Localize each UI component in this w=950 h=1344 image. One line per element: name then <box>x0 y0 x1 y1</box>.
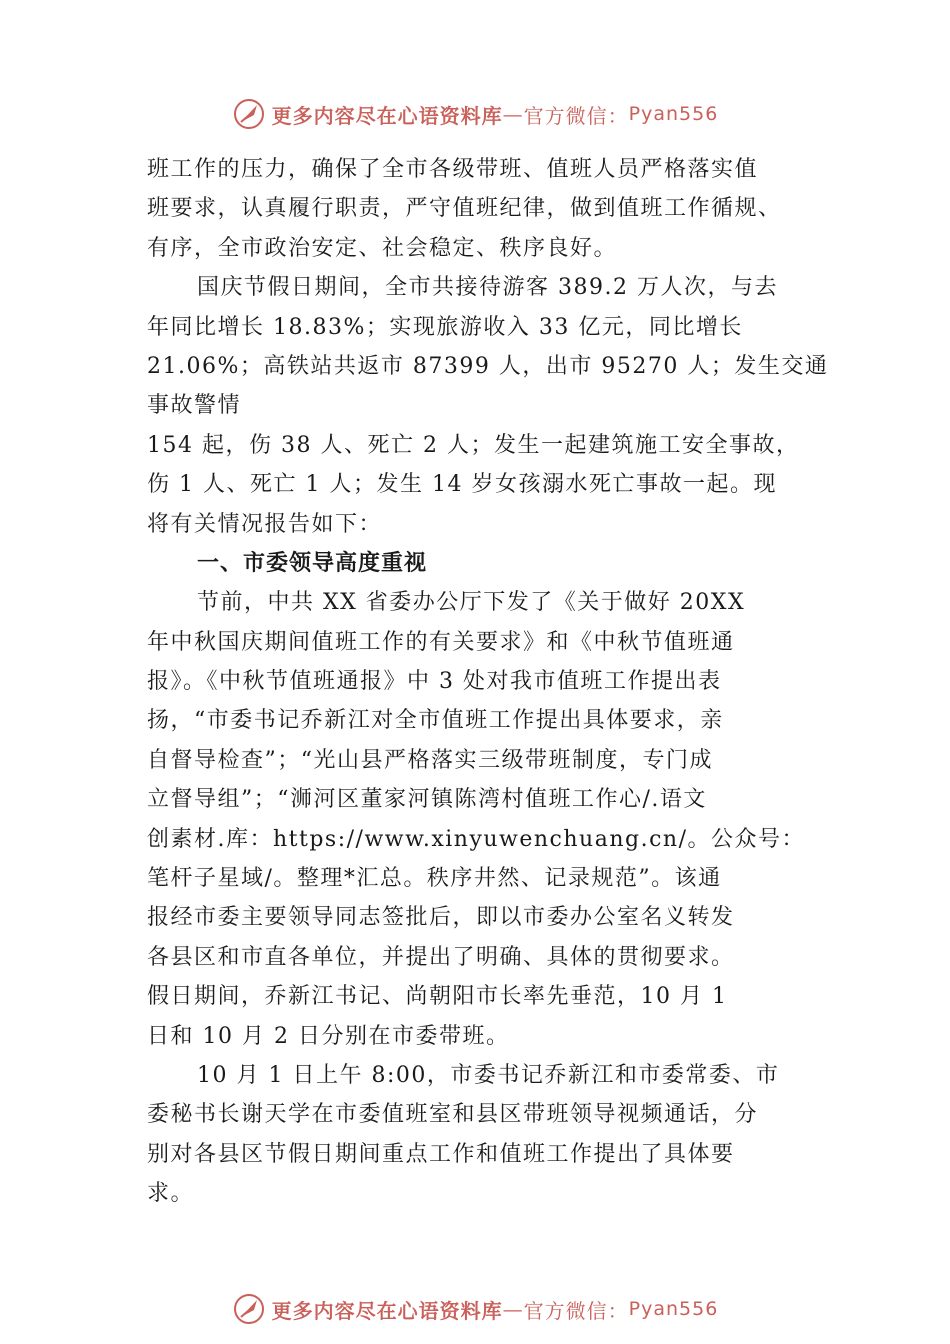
watermark-dash: — <box>502 102 524 126</box>
text-line: 事故警情 <box>147 393 242 419</box>
watermark-wechat-id: Pyan556 <box>628 1298 719 1320</box>
text-line: 扬，“市委书记乔新江对全市值班工作提出具体要求，亲 <box>147 708 724 734</box>
watermark-wechat-label: 官方微信： <box>523 1298 629 1323</box>
text-line: 有序，全市政治安定、社会稳定、秩序良好。 <box>147 235 618 261</box>
watermark-wechat-id: Pyan556 <box>628 103 719 125</box>
text-line: 自督导检查”；“光山县严格落实三级带班制度，专门成 <box>147 747 713 773</box>
quill-logo-icon <box>232 1292 266 1326</box>
text-line: 节前，中共 XX 省委办公厅下发了《关于做好 20XX <box>197 590 746 616</box>
document-body <box>147 150 829 1214</box>
text-line: 将有关情况报告如下： <box>147 511 383 537</box>
text-line: 委秘书长谢天学在市委值班室和县区带班领导视频通话，分 <box>147 1102 759 1128</box>
watermark-banner-bottom <box>0 1291 950 1327</box>
text-line: 求。 <box>147 1181 195 1207</box>
text-line: 假日期间，乔新江书记、尚朝阳市长率先垂范，10 月 1 <box>147 984 728 1010</box>
text-line: 立督导组”；“浉河区董家河镇陈湾村值班工作心/.语文 <box>147 787 707 813</box>
text-line: 别对各县区节假日期间重点工作和值班工作提出了具体要 <box>147 1141 735 1167</box>
text-line: 报经市委主要领导同志签批后，即以市委办公室名义转发 <box>147 905 735 931</box>
text-line: 日和 10 月 2 日分别在市委带班。 <box>147 1023 510 1049</box>
watermark-wechat-label: 官方微信： <box>523 103 629 128</box>
text-line: 报》。《中秋节值班通报》中 3 处对我市值班工作提出表 <box>147 669 722 695</box>
text-line: 年同比增长 18.83%；实现旅游收入 33 亿元，同比增长 <box>147 314 743 340</box>
watermark-dash: — <box>502 1297 524 1321</box>
watermark-site: 更多内容尽在心语资料库 <box>271 1298 503 1323</box>
text-line: 创素材.库：https://www.xinyuwenchuang.cn/。公众号： <box>147 826 805 852</box>
watermark-site: 更多内容尽在心语资料库 <box>271 103 503 128</box>
text-line: 各县区和市直各单位，并提出了明确、具体的贯彻要求。 <box>147 944 735 970</box>
text-line: 班要求，认真履行职责，严守值班纪律，做到值班工作循规、 <box>147 196 782 222</box>
text-line: 21.06%；高铁站共返市 87399 人，出市 95270 人；发生交通 <box>147 353 829 379</box>
text-line: 班工作的压力，确保了全市各级带班、值班人员严格落实值 <box>147 157 759 182</box>
text-line: 154 起，伤 38 人、死亡 2 人；发生一起建筑施工安全事故， <box>147 432 800 458</box>
section-heading: 一、市委领导高度重视 <box>197 550 428 576</box>
text-line: 年中秋国庆期间值班工作的有关要求》和《中秋节值班通 <box>147 629 735 655</box>
text-line: 伤 1 人、死亡 1 人；发生 14 岁女孩溺水死亡事故一起。现 <box>147 472 777 498</box>
text-line: 10 月 1 日上午 8:00，市委书记乔新江和市委常委、市 <box>197 1062 780 1088</box>
watermark-banner-top <box>0 96 950 132</box>
quill-logo-icon <box>232 97 266 131</box>
text-line: 笔杆子星域/。整理*汇总。秩序井然、记录规范”。该通 <box>147 866 722 892</box>
text-line: 国庆节假日期间，全市共接待游客 389.2 万人次，与去 <box>197 275 778 301</box>
